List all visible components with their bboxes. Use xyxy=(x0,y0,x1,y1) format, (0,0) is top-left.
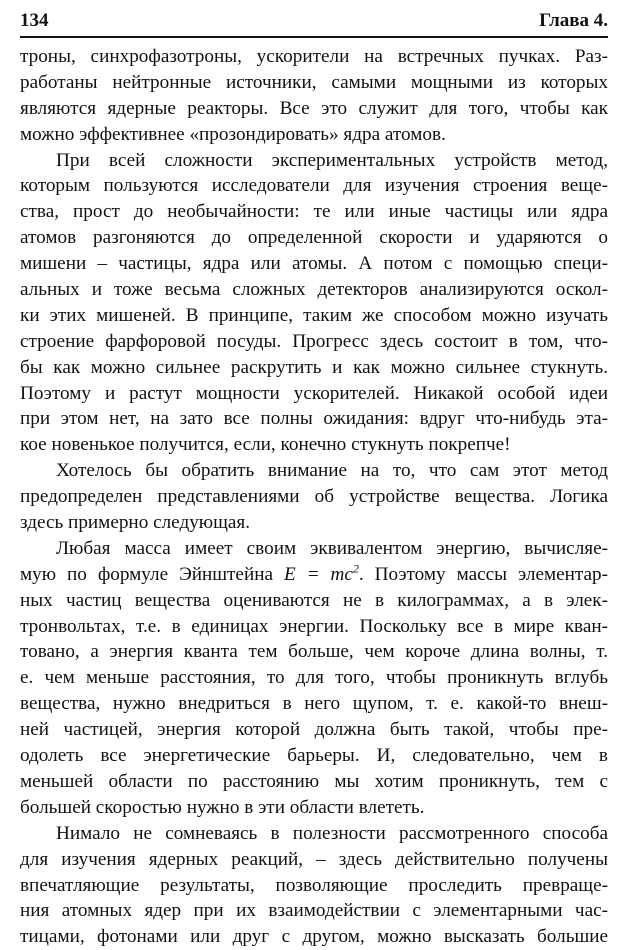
text-line: являются ядерные реакторы. Все это служит для того, чтобы как xyxy=(20,97,608,119)
text-line: Поэтому и растут мощности ускорителей. Никакой особой идеи xyxy=(20,382,608,404)
text-segment: мую по формуле Эйнштейна xyxy=(20,563,284,585)
text-line: меньшей области по расстоянию мы хотим проникнуть, тем с xyxy=(20,770,608,792)
text-line: которым пользуются исследователи для изучения строения веще- xyxy=(20,175,608,197)
text-line: впечатляющие результаты, позволяющие проследить превраще- xyxy=(20,874,608,896)
formula-base: E = mc xyxy=(283,563,353,585)
page-header xyxy=(20,8,608,34)
text-line: Нимало не сомневаясь в полезности рассмотренного способа xyxy=(56,822,608,844)
book-page xyxy=(20,8,608,950)
formula-exponent: 2 xyxy=(352,561,359,576)
text-line: атомов разгоняются до определенной скорости и ударяются о xyxy=(20,227,608,249)
text-line: товано, а энергия кванта тем больше, чем короче длина волны, т. xyxy=(20,641,608,663)
text-line: мишени – частицы, ядра или атомы. А потом с помощью специ- xyxy=(20,253,608,275)
text-line: предопределен представлениями об устройстве вещества. Логика xyxy=(20,486,608,508)
header-rule xyxy=(20,36,608,38)
text-line: можно эффективнее «прозондировать» ядра атомов. xyxy=(20,123,446,145)
text-segment: . Поэтому массы элементар- xyxy=(358,563,609,585)
text-line: тицами, фотонами или друг с другом, можно высказать большие xyxy=(20,926,608,948)
text-line: строение фарфоровой посуды. Прогресс здесь состоит в том, что- xyxy=(20,330,608,352)
text-line: для изучения ядерных реакций, – здесь действительно получены xyxy=(20,848,608,870)
body-text xyxy=(20,44,608,950)
page-number: 134 xyxy=(20,10,49,31)
text-line: вещества, нужно внедриться в него щупом, т. е. какой-то внеш- xyxy=(20,693,608,715)
einstein-formula xyxy=(283,561,359,585)
chapter-title: Глава 4. xyxy=(539,10,608,31)
text-line: одолеть все энергетические барьеры. И, следовательно, чем в xyxy=(20,745,608,767)
text-line: Хотелось бы обратить внимание на то, что сам этот метод xyxy=(56,460,608,482)
text-line: при этом нет, на зато все полны ожидания: вдруг что-нибудь эта- xyxy=(20,408,608,430)
text-line: здесь примерно следующая. xyxy=(20,512,251,534)
text-line: Любая масса имеет своим эквивалентом энергию, вычисляе- xyxy=(56,537,608,559)
text-line xyxy=(20,562,608,588)
text-line: бы как можно сильнее раскрутить и как можно сильнее стукнуть. xyxy=(20,356,608,378)
text-line: кое новенькое получится, если, конечно стукнуть покрепче! xyxy=(20,434,511,456)
text-line: троны, синхрофазотроны, ускорители на встречных пучках. Раз- xyxy=(20,46,608,67)
text-line: тронвольтах, т.е. в единицах энергии. Поскольку все в мире кван- xyxy=(20,615,608,637)
text-line: При всей сложности экспериментальных устройств метод, xyxy=(56,149,608,171)
text-line: большей скоростью нужно в эти области влететь. xyxy=(20,796,425,818)
text-line: ки этих мишеней. В принципе, таким же способом можно изучать xyxy=(20,304,608,326)
text-line: альных и тоже весьма сложных детекторов анализируются оскол- xyxy=(20,279,608,301)
text-line: работаны нейтронные источники, самыми мощными из которых xyxy=(20,71,608,93)
text-line: ней частицей, энергия которой должна быть такой, чтобы пре- xyxy=(20,719,608,741)
text-line: ния атомных ядер при их взаимодействии с элементарными час- xyxy=(20,900,608,922)
text-line: ных частиц вещества оцениваются не в килограммах, а в элек- xyxy=(20,589,608,611)
text-line: е. чем меньше расстояния, то для того, чтобы проникнуть вглубь xyxy=(20,667,608,689)
text-line: ства, прост до необычайности: те или иные частицы или ядра xyxy=(20,201,608,223)
